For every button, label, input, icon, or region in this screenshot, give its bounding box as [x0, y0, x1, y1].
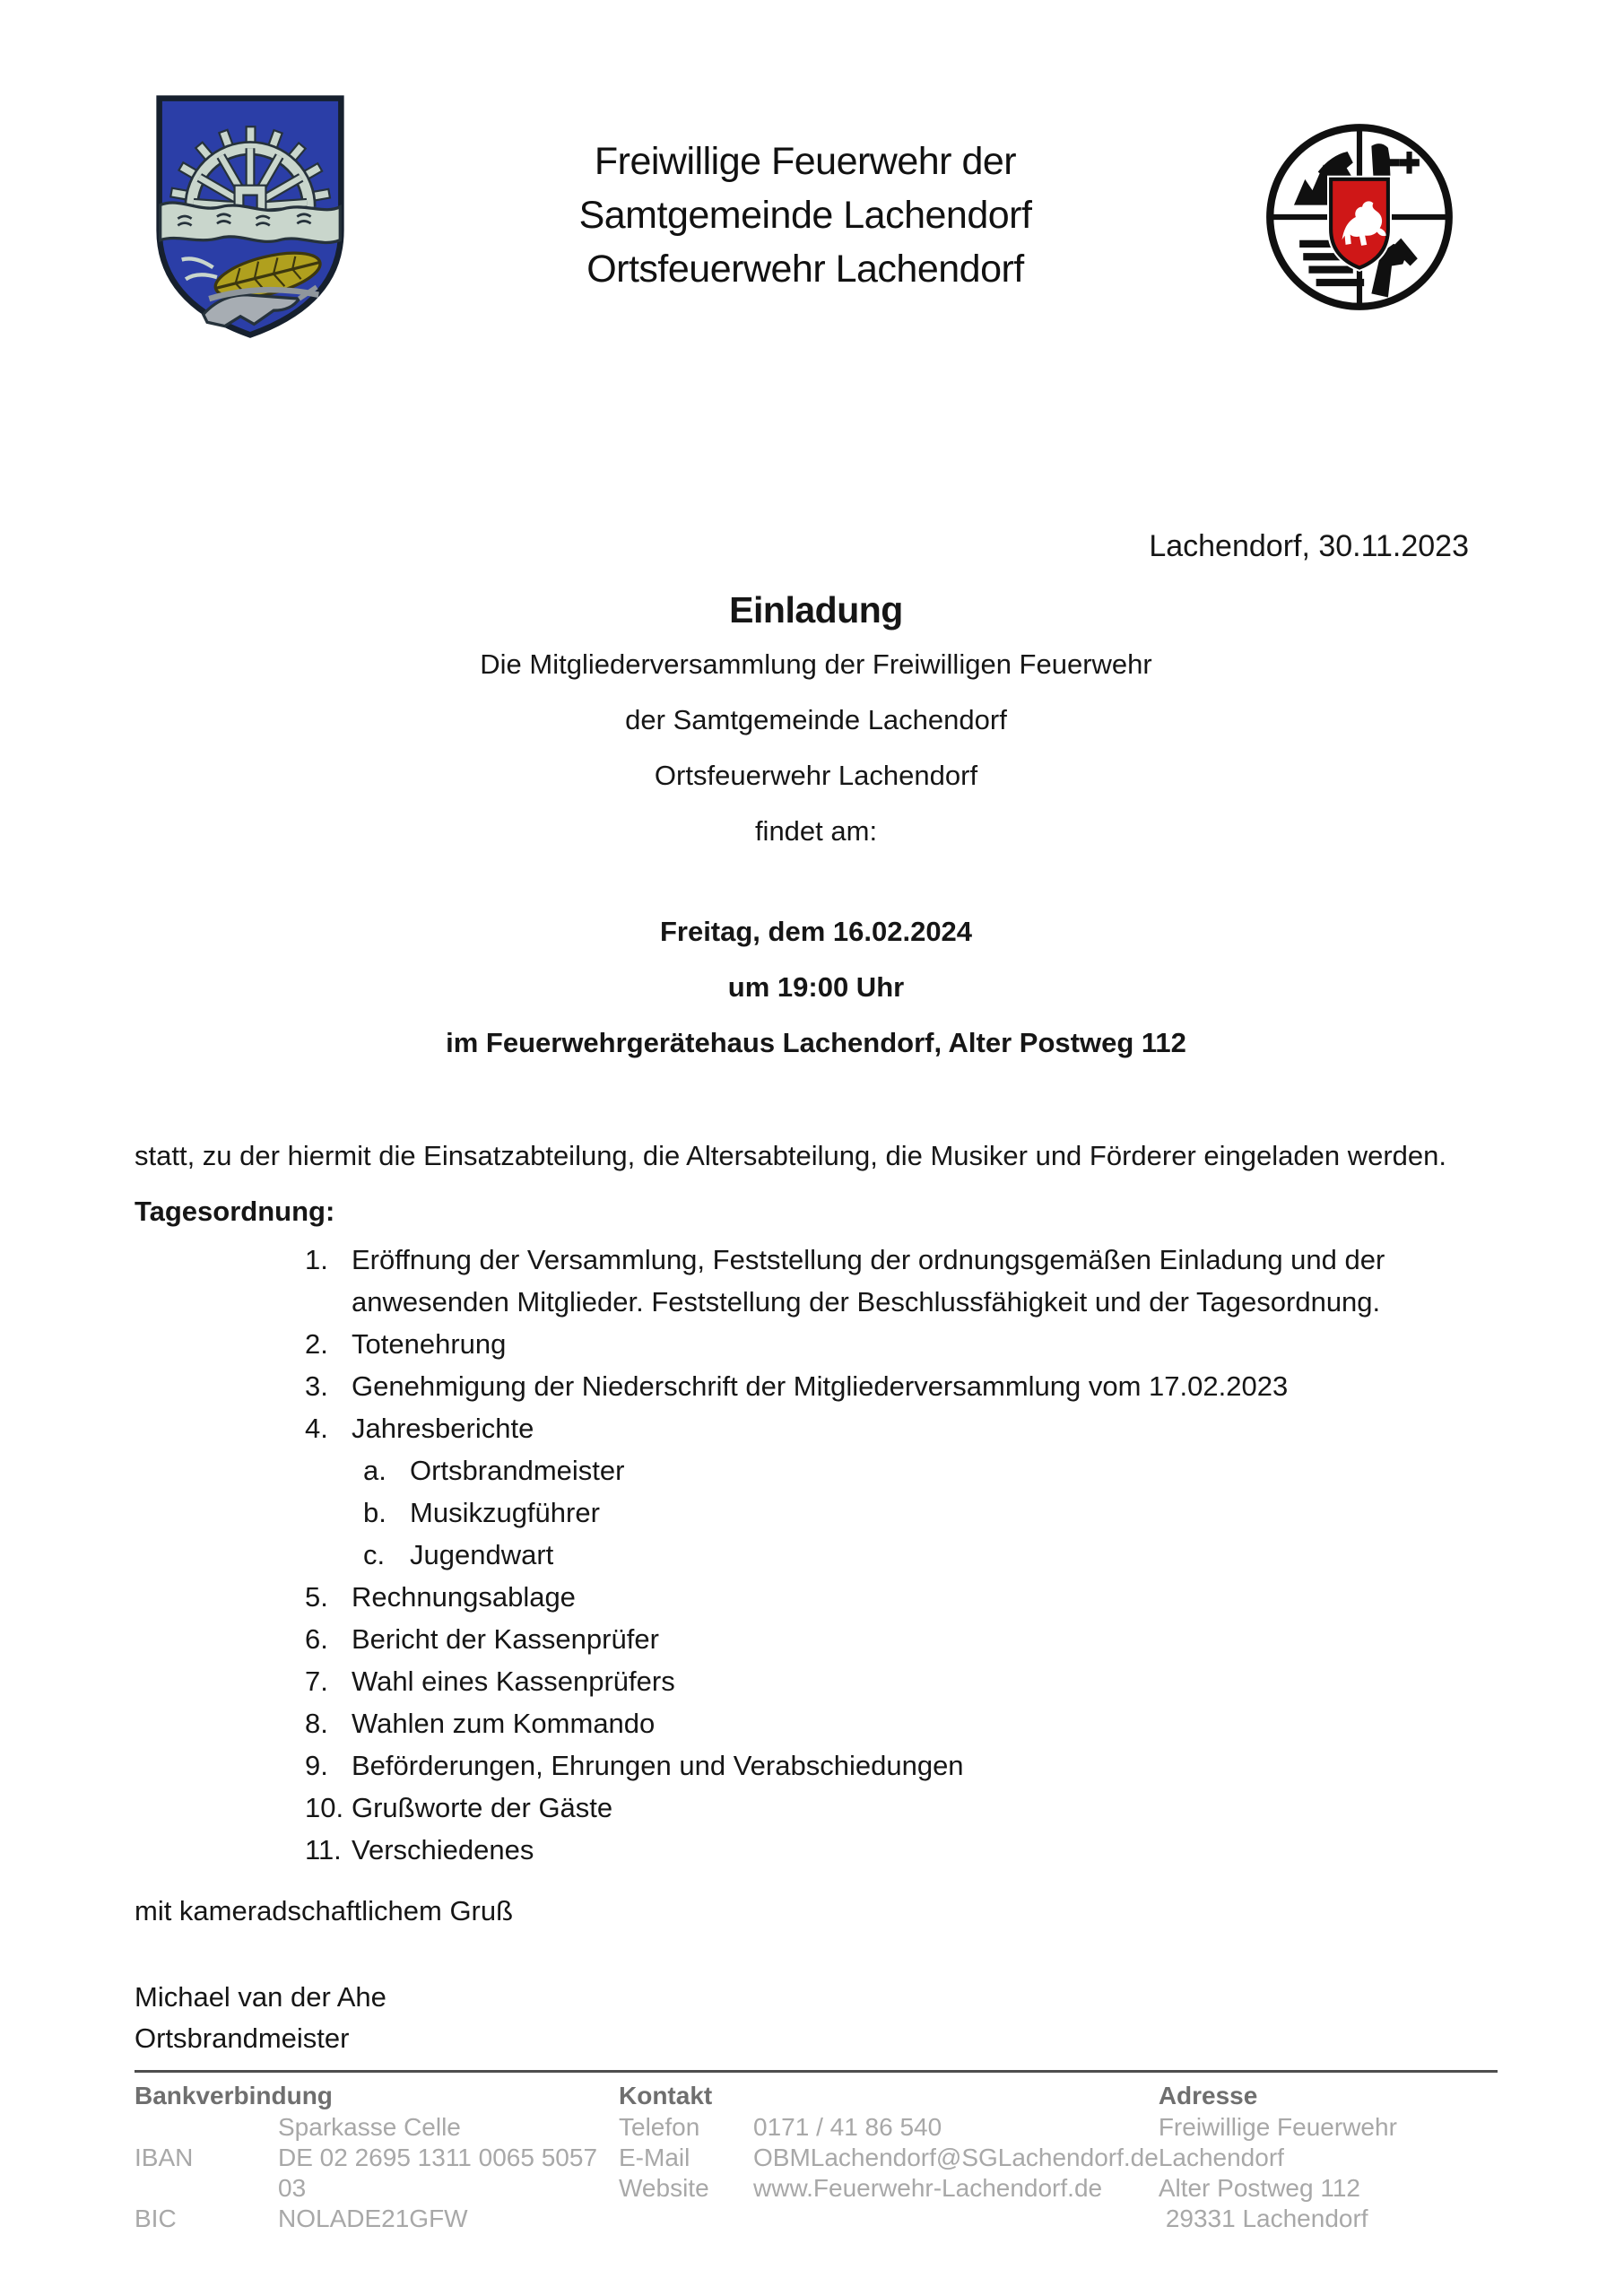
agenda-item [305, 1365, 1498, 1407]
footer-bank-title: Bankverbindung [135, 2082, 333, 2109]
footer-address-line: Alter Postweg 112 [1158, 2174, 1360, 2202]
footer-contact-rows [619, 2112, 1159, 2204]
agenda-sub-item [363, 1534, 1498, 1576]
footer-address-lines [1159, 2112, 1498, 2234]
letter-title: Einladung [729, 589, 903, 631]
footer-row-value: OBMLachendorf@SGLachendorf.de [753, 2144, 1159, 2171]
footer-row [135, 2204, 619, 2234]
footer-address-column [1159, 2080, 1498, 2234]
footer-divider [135, 2070, 1498, 2073]
agenda-item-text: Musikzugführer [410, 1497, 600, 1528]
footer-row-label: Telefon [619, 2113, 700, 2141]
agenda-item [305, 1407, 1498, 1449]
agenda-item-text: Genehmigung der Niederschrift der Mitgliederversammlung vom 17.02.2023 [352, 1370, 1289, 1402]
footer-row [619, 2112, 1159, 2143]
footer [135, 2080, 1498, 2234]
footer-row [135, 2143, 619, 2204]
agenda-item-number: c. [363, 1539, 386, 1570]
body-paragraph: statt, zu der hiermit die Einsatzabteilung, die Altersabteilung, die Musiker und Förderer eingeladen werden. [135, 1140, 1446, 1171]
footer-address-line: Freiwillige Feuerwehr Lachendorf [1158, 2113, 1397, 2171]
agenda-item-number: 10. [305, 1792, 344, 1823]
saxony-shield [1331, 179, 1388, 268]
coat-of-arms-logo [152, 91, 348, 341]
footer-row-label: IBAN [135, 2144, 194, 2171]
agenda-item-text: Rechnungsablage [352, 1581, 576, 1613]
footer-address-line: 29331 Lachendorf [1165, 2205, 1368, 2232]
org-title-line: Freiwillige Feuerwehr der [594, 140, 1017, 183]
agenda-item-number: 11. [305, 1834, 342, 1866]
agenda-item-text: Bericht der Kassenprüfer [352, 1623, 659, 1655]
footer-contact-title: Kontakt [619, 2082, 713, 2109]
agenda-item [305, 1787, 1498, 1829]
agenda-item-number: 8. [305, 1708, 328, 1739]
agenda-list [305, 1239, 1498, 1871]
agenda-item [305, 1239, 1498, 1323]
footer-row-value: www.Feuerwehr-Lachendorf.de [753, 2174, 1103, 2202]
footer-address-title: Adresse [1158, 2082, 1258, 2109]
agenda-item-text: Wahl eines Kassenprüfers [352, 1665, 675, 1697]
intro-line: Ortsfeuerwehr Lachendorf [654, 760, 978, 791]
event-details [135, 913, 1498, 1062]
org-title-line: Ortsfeuerwehr Lachendorf [586, 248, 1024, 291]
agenda-item-text: Jahresberichte [352, 1413, 534, 1444]
agenda-item-number: 1. [305, 1244, 328, 1275]
footer-row-value: Sparkasse Celle [278, 2113, 461, 2141]
footer-row-label: E-Mail [619, 2144, 690, 2171]
dateline: Lachendorf, 30.11.2023 [1149, 529, 1469, 563]
agenda-sub-item [363, 1449, 1498, 1492]
agenda-item-text: Totenehrung [352, 1328, 507, 1360]
footer-row-label: BIC [135, 2205, 177, 2232]
intro-paragraphs [135, 646, 1498, 850]
agenda-item [305, 1702, 1498, 1744]
agenda-item [305, 1744, 1498, 1787]
event-line: Freitag, dem 16.02.2024 [659, 916, 973, 947]
agenda-item-text: Eröffnung der Versammlung, Feststellung der ordnungsgemäßen Einladung und der anwesenden Mitglieder. Feststellung der Beschlussfähigkeit und der Tagesordnung. [352, 1244, 1385, 1318]
footer-row-label: Website [619, 2174, 709, 2202]
signature-role: Ortsbrandmeister [135, 2022, 350, 2054]
agenda-item-number: 7. [305, 1665, 328, 1697]
fire-brigade-emblem [1263, 120, 1456, 314]
agenda-item-text: Jugendwart [410, 1539, 554, 1570]
closing-line: mit kameradschaftlichem Gruß [135, 1895, 514, 1926]
org-title-line: Samtgemeinde Lachendorf [578, 194, 1032, 237]
agenda-item-text: Verschiedenes [352, 1834, 534, 1866]
footer-row-value: 0171 / 41 86 540 [753, 2113, 942, 2141]
event-line: im Feuerwehrgerätehaus Lachendorf, Alter Postweg 112 [446, 1027, 1186, 1058]
agenda-item [305, 1660, 1498, 1702]
agenda-item-text: Ortsbrandmeister [410, 1455, 625, 1486]
agenda-item-text: Beförderungen, Ehrungen und Verabschiedungen [352, 1750, 964, 1781]
agenda-item-text: Wahlen zum Kommando [352, 1708, 656, 1739]
footer-bank-rows [135, 2112, 619, 2234]
mill-wheel [192, 148, 309, 213]
agenda-item-number: b. [363, 1497, 386, 1528]
footer-bank-column [135, 2080, 619, 2234]
agenda-item [305, 1829, 1498, 1871]
footer-row [619, 2173, 1159, 2204]
intro-line: Die Mitgliederversammlung der Freiwilligen Feuerwehr [480, 648, 1152, 680]
agenda-item-number: 9. [305, 1750, 328, 1781]
agenda-item-number: a. [363, 1455, 386, 1486]
org-title [348, 91, 1263, 296]
footer-row-value: NOLADE21GFW [278, 2205, 468, 2232]
agenda-label: Tagesordnung: [135, 1196, 335, 1227]
footer-contact-column [619, 2080, 1159, 2234]
agenda-item [305, 1576, 1498, 1618]
event-line: um 19:00 Uhr [727, 971, 905, 1003]
intro-line: findet am: [754, 815, 878, 847]
agenda-item-number: 6. [305, 1623, 328, 1655]
agenda-item [305, 1618, 1498, 1660]
agenda-item-number: 3. [305, 1370, 328, 1402]
agenda-item-number: 5. [305, 1581, 328, 1613]
agenda-sub-item [363, 1492, 1498, 1534]
agenda-item-text: Grußworte der Gäste [352, 1792, 613, 1823]
signature-name: Michael van der Ahe [135, 1981, 386, 2013]
agenda-item [305, 1323, 1498, 1365]
agenda-item-number: 2. [305, 1328, 328, 1360]
footer-row [619, 2143, 1159, 2173]
footer-row [135, 2112, 619, 2143]
letterhead [135, 0, 1498, 350]
intro-line: der Samtgemeinde Lachendorf [625, 704, 1007, 735]
footer-row-label [135, 2112, 278, 2143]
agenda-item-number: 4. [305, 1413, 328, 1444]
river-band [161, 203, 341, 243]
footer-row-value: DE 02 2695 1311 0065 5057 03 [278, 2144, 598, 2202]
